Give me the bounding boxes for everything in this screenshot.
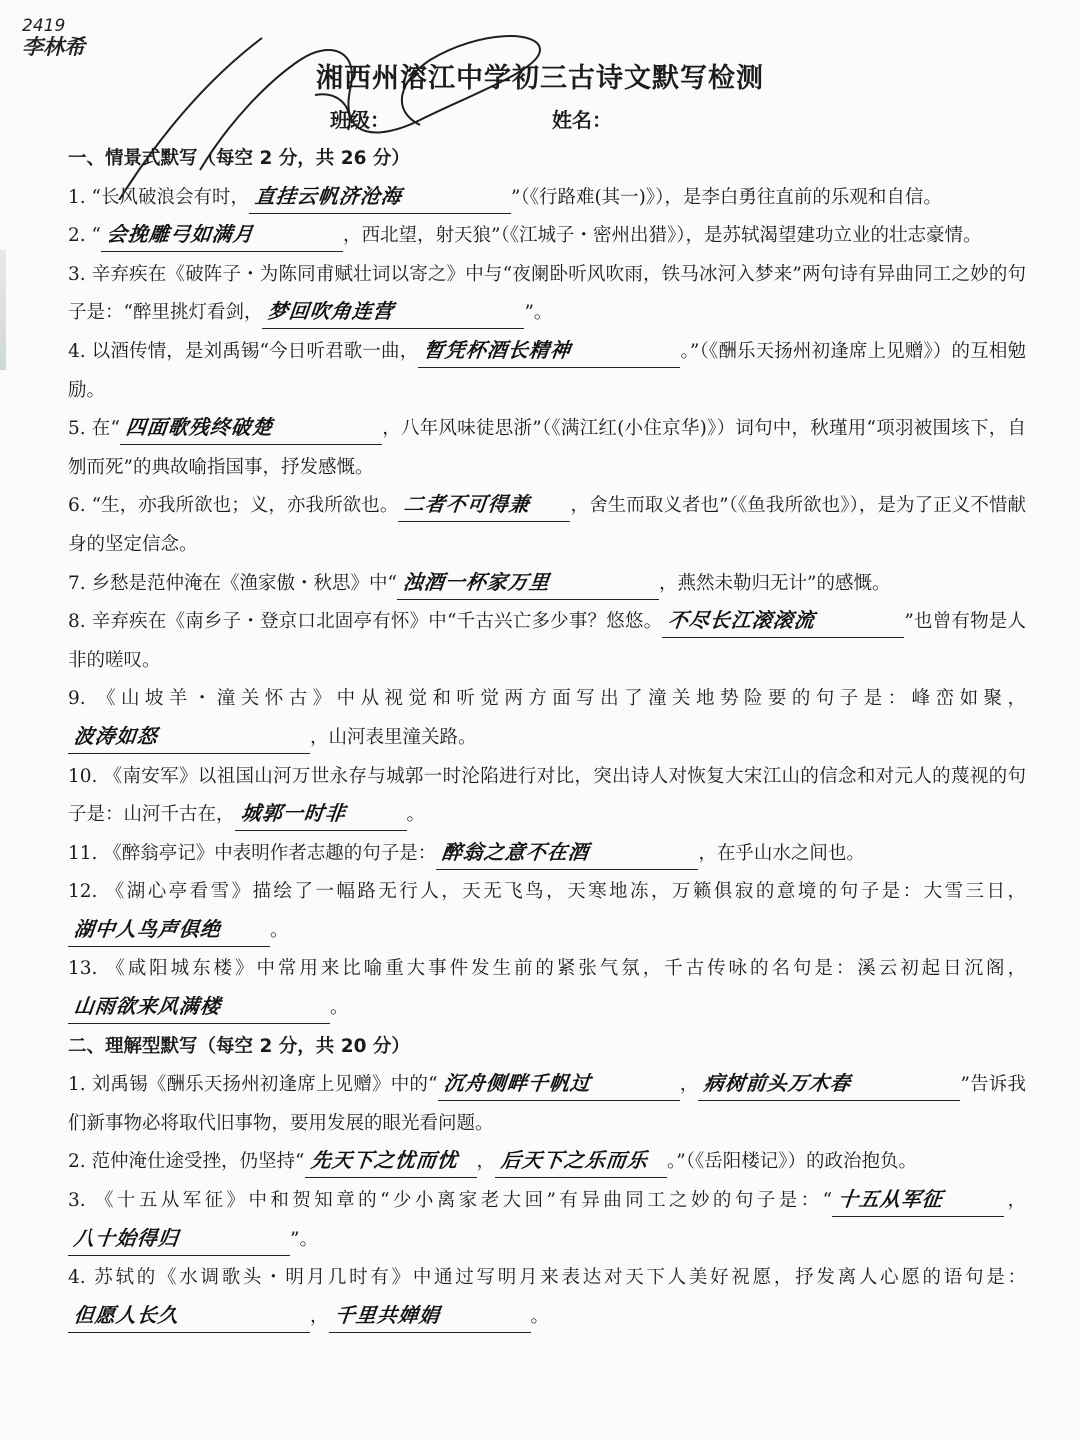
answer-blank — [262, 296, 524, 329]
separator-text: ， — [310, 1305, 329, 1327]
question-text: 3. 《十五从军征》中和贺知章的“少小离家老大回”有异曲同工之妙的句子是：“ — [68, 1190, 833, 1212]
question-text: 12. 《湖心亭看雪》描绘了一幅路无行人，天无飞鸟，天寒地冻，万籁俱寂的意境的句子是：大雪三日， — [68, 881, 1026, 903]
question-3 — [68, 256, 1026, 333]
question-text: 。”（《岳阳楼记》）的政治抱负。 — [667, 1151, 917, 1173]
handwritten-answer: 直挂云帆济沧海 — [253, 183, 404, 208]
question-6 — [68, 487, 1026, 564]
question-text: 2. “ — [68, 225, 101, 247]
handwritten-answer: 后天下之乐而乐 — [499, 1148, 650, 1173]
student-name: 李林希 — [22, 34, 85, 59]
handwritten-answer: 十五从军征 — [836, 1187, 945, 1212]
question-body — [68, 140, 1026, 1336]
answer-blank — [398, 489, 570, 522]
class-label: 班级： — [330, 108, 390, 132]
handwritten-answer: 城郭一时非 — [239, 801, 347, 826]
answer-blank — [68, 1223, 290, 1256]
question-11 — [68, 835, 1026, 874]
question-text: 。”（《酬乐天扬州初逢席上见赠》）的互相勉励。 — [68, 340, 1026, 401]
paper-edge-shadow — [0, 250, 6, 370]
handwritten-answer: 千里共婵娟 — [333, 1302, 441, 1327]
question-text: 8. 辛弃疾在《南乡子・登京口北固亭有怀》中“千古兴亡多少事？悠悠。 — [68, 611, 663, 633]
answer-blank — [68, 1300, 310, 1333]
handwritten-answer: 会挽雕弓如满月 — [105, 222, 256, 247]
answer-blank — [101, 219, 343, 252]
handwritten-answer: 八十始得归 — [72, 1225, 181, 1250]
question-text: 。 — [530, 1305, 550, 1327]
question-text: 7. 乡愁是范仲淹在《渔家傲・秋思》中“ — [68, 572, 397, 594]
handwritten-answer: 沉舟侧畔千帆过 — [442, 1071, 592, 1096]
question-text: ，八年风味徒思浙”（《满江红(小住京华)》）词句中，秋瑾用“项羽被围垓下，自刎而死”的典故喻指国事，抒发感慨。 — [68, 418, 1026, 478]
question-text: 。 — [330, 997, 349, 1019]
section-2-heading: 二、理解型默写（每空 2 分，共 20 分） — [68, 1035, 410, 1057]
question-text: ”也曾有物是人非的嗟叹。 — [68, 611, 1026, 671]
handwritten-answer: 但愿人长久 — [72, 1302, 181, 1327]
handwritten-answer: 浊酒一杯家万里 — [401, 569, 552, 594]
answer-blank — [235, 798, 407, 831]
handwritten-answer: 二者不可得兼 — [403, 492, 532, 517]
question-text: ”。 — [524, 302, 553, 324]
question-text: 。 — [406, 804, 426, 826]
question-text: 5. 在“ — [68, 418, 120, 440]
answer-blank — [832, 1184, 1004, 1217]
handwritten-answer: 梦回吹角连营 — [267, 299, 396, 324]
answer-blank — [662, 605, 904, 638]
question-8 — [68, 603, 1026, 680]
handwritten-answer: 波涛如怒 — [72, 723, 160, 748]
separator-text: ， — [1004, 1190, 1026, 1212]
handwritten-answer: 山雨欲来风满楼 — [72, 994, 223, 1019]
question-text: ，在乎山水之间也。 — [698, 842, 865, 864]
answer-blank — [436, 837, 698, 870]
answer-blank — [438, 1068, 680, 1101]
question-2 — [68, 217, 1026, 256]
question-13 — [68, 950, 1026, 1027]
separator-text: ， — [679, 1074, 699, 1096]
question-4 — [68, 333, 1026, 410]
handwritten-corner-note — [22, 18, 85, 58]
handwritten-answer: 湖中人鸟声俱绝 — [72, 916, 223, 941]
handwritten-answer: 暂凭杯酒长精神 — [423, 337, 573, 362]
answer-blank — [698, 1068, 960, 1101]
handwritten-answer: 醉翁之意不在酒 — [441, 839, 591, 864]
question-2-2 — [68, 1143, 1026, 1182]
separator-text: ， — [476, 1151, 496, 1173]
question-text: 4. 苏轼的《水调歌头・明月几时有》中通过写明月来表达对天下人美好祝愿，抒发离人心愿的语句是： — [68, 1267, 1026, 1289]
answer-blank — [418, 335, 680, 368]
question-text: 。 — [270, 919, 289, 941]
question-2-1 — [68, 1066, 1026, 1143]
question-text: 4. 以酒传情，是刘禹锡“今日听君歌一曲， — [68, 340, 419, 362]
name-label: 姓名： — [552, 108, 612, 132]
student-number: 2419 — [22, 16, 66, 36]
question-1 — [68, 179, 1026, 218]
answer-blank — [397, 567, 659, 600]
question-text: 1. 刘禹锡《酬乐天扬州初逢席上见赠》中的“ — [68, 1074, 438, 1096]
answer-blank — [68, 721, 310, 754]
page-title: 湘西州溶江中学初三古诗文默写检测 — [316, 63, 764, 94]
question-text: 1. “长风破浪会有时， — [68, 186, 249, 208]
handwritten-answer: 不尽长江滚滚流 — [667, 608, 817, 633]
question-2-3 — [68, 1182, 1026, 1259]
section-1-heading: 一、情景式默写（每空 2 分，共 26 分） — [68, 148, 410, 169]
question-7 — [68, 565, 1026, 604]
question-text: ”（《行路难(其一)》），是李白勇往直前的乐观和自信。 — [511, 186, 942, 208]
question-10 — [68, 758, 1026, 835]
question-12 — [68, 873, 1026, 950]
question-text: ”告诉我们新事物必将取代旧事物，要用发展的眼光看问题。 — [68, 1074, 1026, 1134]
question-text: 9. 《山坡羊・潼关怀古》中从视觉和听觉两方面写出了潼关地势险要的句子是：峰峦如聚， — [68, 688, 1026, 710]
answer-blank — [68, 991, 330, 1024]
question-9 — [68, 680, 1026, 757]
handwritten-answer: 先天下之忧而忧 — [309, 1148, 459, 1173]
question-text: 2. 范仲淹仕途受挫，仍坚持“ — [68, 1151, 305, 1173]
question-text: 13. 《咸阳城东楼》中常用来比喻重大事件发生前的紧张气氛，千古传咏的名句是：溪云初起日沉阁， — [68, 958, 1026, 980]
question-text: 3. 辛弃疾在《破阵子・为陈同甫赋壮词以寄之》中与“夜阑卧听风吹雨，铁马冰河入梦来”两句诗有异曲同工之妙的句子是：“醉里挑灯看剑， — [68, 263, 1026, 324]
question-2-4 — [68, 1259, 1026, 1336]
question-text: ，舍生而取义者也”（《鱼我所欲也》），是为了正义不惜献身的坚定信念。 — [68, 495, 1026, 555]
answer-blank — [495, 1145, 667, 1178]
question-text: ，西北望，射天狼”（《江城子・密州出猎》），是苏轼渴望建功立业的壮志豪情。 — [343, 225, 982, 247]
question-text: ，山河表里潼关路。 — [310, 726, 477, 748]
answer-blank — [68, 914, 270, 947]
answer-blank — [329, 1300, 531, 1333]
answer-blank — [120, 412, 382, 445]
handwritten-answer: 四面歌残终破楚 — [124, 415, 275, 440]
answer-blank — [249, 181, 511, 214]
question-5 — [68, 410, 1026, 487]
question-text: ”。 — [290, 1228, 318, 1250]
answer-blank — [305, 1145, 477, 1178]
handwritten-answer: 病树前头万木春 — [703, 1071, 853, 1096]
question-text: 10. 《南安军》以祖国山河万世永存与城郭一时沦陷进行对比，突出诗人对恢复大宋江山的信念和对元人的蔑视的句子是：山河千古在， — [68, 765, 1026, 826]
question-text: 11. 《醉翁亭记》中表明作者志趣的句子是： — [68, 842, 437, 864]
question-text: ，燕然未勒归无计”的感慨。 — [659, 572, 891, 594]
question-text: 6. “生，亦我所欲也；义，亦我所欲也。 — [68, 495, 399, 517]
